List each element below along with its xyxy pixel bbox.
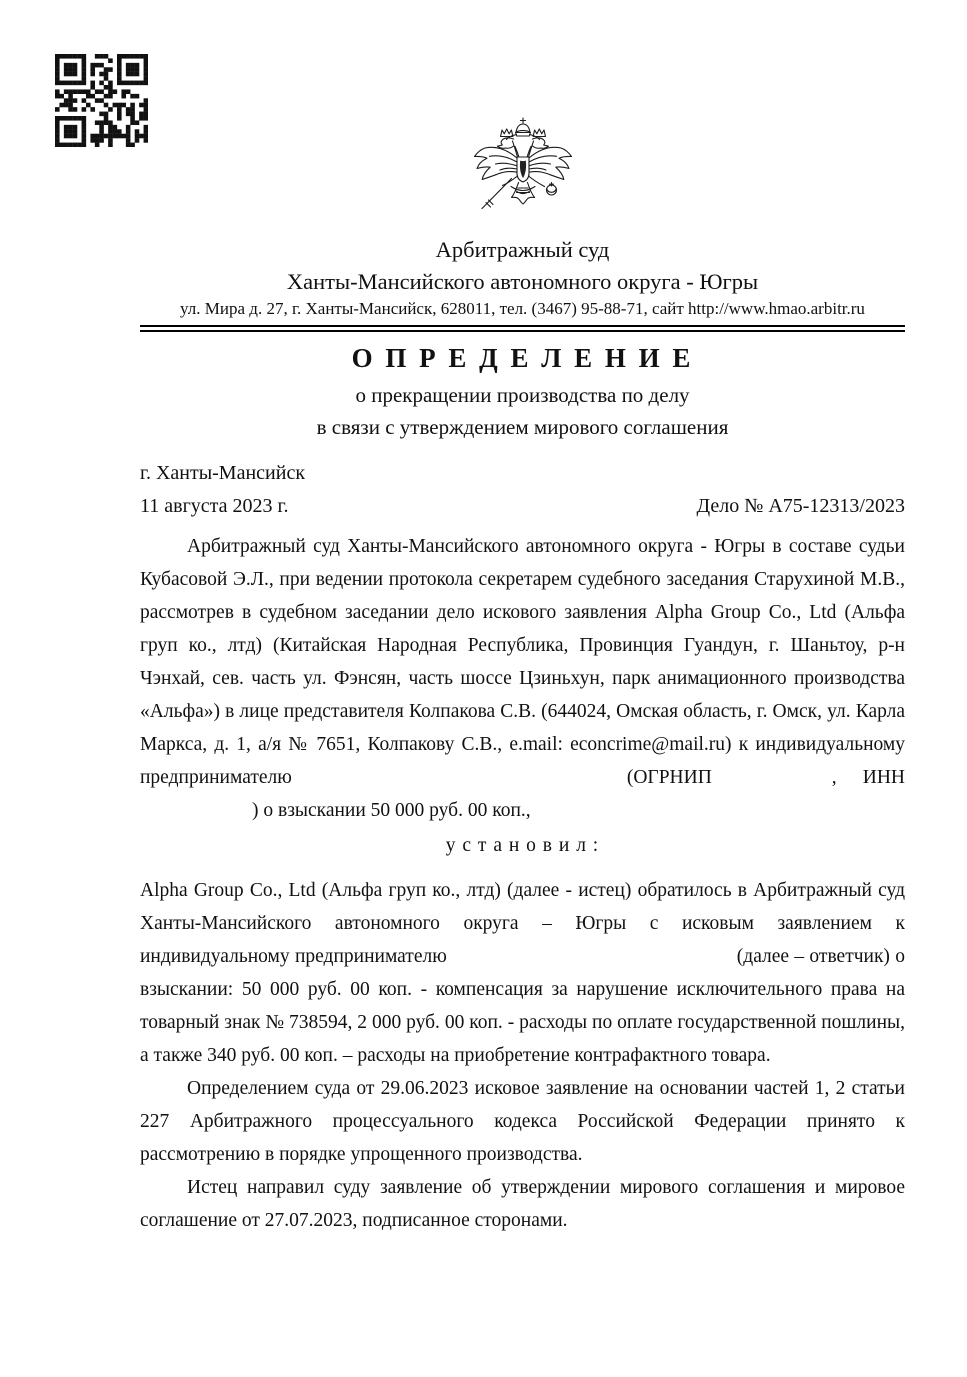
paragraph-text: Истец направил суду заявление об утверждении мирового соглашения и мировое соглашение от 27.07.2023, подписанное сторонами. [140, 1177, 905, 1231]
meta-block [140, 457, 905, 523]
paragraph [140, 1072, 905, 1171]
emblem-wrap [140, 0, 905, 233]
paragraph-text: Определением суда от 29.06.2023 исковое заявление на основании частей 1, 2 статьи 227 Арбитражного процессуального кодекса Российской Федерации принято к рассмотрению в порядке упрощенного производства. [140, 1078, 905, 1165]
redacted-blank [140, 815, 252, 816]
court-name-line1: Арбитражный суд [435, 237, 610, 262]
case-number: Дело № А75-12313/2023 [696, 495, 905, 517]
paragraph [140, 530, 905, 827]
ustanovil-line: у с т а н о в и л : [445, 835, 600, 856]
paragraph [140, 1171, 905, 1237]
city-line: г. Ханты-Мансийск [140, 462, 306, 484]
paragraph-text: (далее – ответчик) о взыскании: 50 000 руб. 00 коп. - компенсация за нарушение исключительного права на товарный знак № 738594, 2 000 руб. 00 коп. - расходы по оплате государственной пошлины, а также 340 руб. 00 коп. – расходы на приобретение контрафактного товара. [140, 946, 905, 1066]
court-name-line2: Ханты-Мансийского автономного округа - Югры [286, 269, 759, 294]
document-content [140, 0, 905, 1237]
redacted-blank [712, 782, 832, 783]
redacted-blank [292, 782, 627, 783]
redacted-blank [447, 961, 737, 962]
court-address: ул. Мира д. 27, г. Ханты-Мансийск, 628011, тел. (3467) 95-88-71, сайт http://www.hmao.arbitr.ru [180, 299, 865, 318]
paragraph-text: ) о взыскании 50 000 руб. 00 коп., [252, 800, 531, 821]
paragraph-text: Alpha Group Co., Ltd (Альфа груп ко., лтд) (далее - истец) обратилось в Арбитражный суд Ханты-Мансийского автономного округа – Югры с исковым заявлением к индивидуальному предпринимателю [140, 880, 905, 967]
paragraph-text: , ИНН [831, 767, 905, 788]
paragraph-text: (ОГРНИП [626, 767, 712, 788]
document-subtitle-2: в связи с утверждением мирового соглашения [316, 415, 729, 439]
document-title: О П Р Е Д Е Л Е Н И Е [351, 343, 694, 373]
russian-coat-of-arms-icon [471, 116, 575, 228]
header-separator [140, 325, 905, 332]
document-subtitle-1: о прекращении производства по делу [355, 383, 690, 407]
qr-code [55, 54, 148, 147]
paragraph [140, 874, 905, 1072]
date-case-row [140, 490, 905, 523]
document-body [140, 530, 905, 1237]
document-date: 11 августа 2023 г. [140, 495, 289, 517]
paragraph-text: Арбитражный суд Ханты-Мансийского автономного округа - Югры в составе судьи Кубасовой Э.Л., при ведении протокола секретарем судебного заседания Старухиной М.В., рассмотрев в судебном заседании дело искового заявления Alpha Group Co., Ltd (Альфа груп ко., лтд) (Китайская Народная Республика, Провинция Гуандун, г. Шаньтоу, р-н Чэнхай, сев. часть ул. Фэнсян, часть шоссе Цзиньхун, парк анимационного производства «Альфа») в лице представителя Колпакова С.В. (644024, Омская область, г. Омск, ул. Карла Маркса, д. 1, а/я № 7651, Колпакову С.В., e.mail: econcrime@mail.ru) к индивидуальному предпринимателю [140, 536, 905, 788]
